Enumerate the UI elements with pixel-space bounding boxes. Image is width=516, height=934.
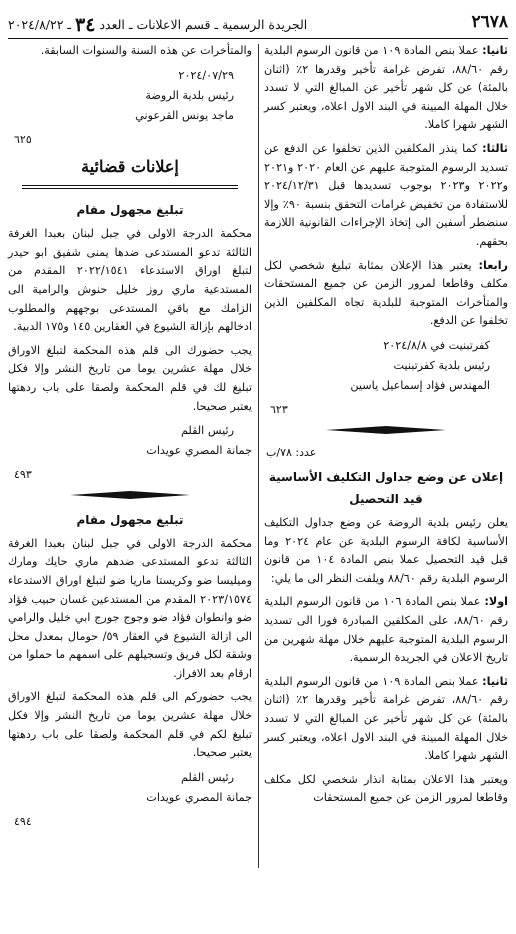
notice-title-1: تبليغ مجهول مقام <box>76 203 184 218</box>
notice-body-1: محكمة الدرجة الاولى في جبل لبنان بعبدا الغرفة الثالثة تدعو المستدعى ضدها يمنى شفيق ابو حيدر لتبلغ اوراق الاستدعاء ٢٠٢٢/١٥٤١ المقدم من المستدعية ماري روز خليل حنوش والرامية الى الزامك مع باقي المستدعى بوجههم والمطلوب ادخالهم بإزالة الشيوع في العقارين ١٤٥ و١٧٥ الدبية. <box>8 227 252 334</box>
signature-date: كفرتبنيت في ٢٠٢٤/٨/٨ <box>383 338 490 352</box>
notice-number: ٤٩٣ <box>14 468 32 482</box>
signature-date: ٢٠٢٤/٠٧/٢٩ <box>178 68 234 82</box>
clause-3b: ويعتبر هذا الاعلان بمثابة انذار شخصي لكل مكلف وقاطعا لمرور الزمن عن جميع المستحقات <box>264 772 508 805</box>
gazette-name: الجريدة الرسمية ـ قسم الاعلانات ـ العدد <box>99 17 308 32</box>
signature-title: رئيس القلم <box>180 770 234 784</box>
notice-title-2: تبليغ مجهول مقام <box>76 512 184 527</box>
page-number: ٢٦٧٨ <box>471 12 508 32</box>
clause-2b: ثانيا: عملا بنص المادة ١٠٩ من قانون الرسوم البلدية رقم ٨٨/٦٠، تفرض غرامة تأخير وقدرها ٢٪ (اثنان بالمئة) عن كل شهر تأخير عن المبالغ التي لا تسدد خلال المهلة المبينة في البند الاول اعلاه، ويعتبر كسر الشهر شهرا كاملا. <box>264 674 508 763</box>
notice-title: إعلان عن وضع جداول التكليف الأساسية قيد التحصيل <box>268 470 504 507</box>
column-divider <box>258 44 259 868</box>
signature-block-3 <box>8 421 252 461</box>
right-column <box>264 42 508 934</box>
separator-ornament <box>8 491 252 499</box>
double-rule <box>22 185 238 189</box>
notice-number: ٦٢٥ <box>14 132 32 146</box>
notice-body-1b: يجب حضورك الى قلم هذه المحكمة لتبلغ الاوراق خلال مهلة عشرين يوما من تاريخ النشر وإلا فكل تبليغ لك في قلم المحكمة ولصقا على باب ردهتها يعتبر صحيحا. <box>8 343 252 413</box>
continuation-text: والمتأخرات عن هذه السنة والسنوات السابقة. <box>40 44 252 57</box>
separator-ornament <box>264 426 508 434</box>
notice-body-2: محكمة الدرجة الاولى في جبل لبنان بعبدا الغرفة الثالثة تدعو المستدعى ضدهم ماري حايك ومارك وميليسا ضو وكريستا ماريا ضو لتبلغ اوراق الاستدعاء ٢٠٢٣/١٥٧٤ المقدم من المستدعين غسان حبيب فؤاد ضو وانطوان فؤاد ضو وجوج جورج ابي خليل والرامي الى ازالة الشيوع في العقار ٥٩/ حومال بمعدل محل وشقة لكل فريق وتسجيلهم على اسمهم ما حملوا من ارقام بعد الافراز. <box>8 536 252 680</box>
signature-name: جمانة المصري عويدات <box>146 790 252 804</box>
signature-block <box>264 336 508 396</box>
clause-4: رابعا: يعتبر هذا الإعلان بمثابة تبليغ شخصي لكل مكلف وقاطعا لمرور الزمن عن جميع المستحقات والمتأخرات المتوجبة للبلدية تجاه المكلفين الذين تخلفوا عن الدفع. <box>264 258 508 328</box>
signature-name: ماجد يونس القرعوني <box>135 108 234 122</box>
section-heading: إعلانات قضائية <box>81 157 179 177</box>
document-number: عدد: ٧٨/ب <box>266 445 317 459</box>
issue-date: ـ ٢٠٢٤/٨/٢٢ <box>8 17 72 32</box>
signature-block-4 <box>8 768 252 808</box>
clause-1b: اولا: عملا بنص المادة ١٠٦ من قانون الرسوم البلدية رقم ٨٨/٦٠، على المكلفين المبادرة فورا الى تسديد الرسوم البلدية المتوجبة عليهم خلال مهلة شهرين من تاريخ الاعلان في الجريدة الرسمية. <box>264 595 508 665</box>
notice-body-2b: يجب حضوركم الى قلم هذه المحكمة لتبلغ الاوراق خلال مهلة عشرين يوما من تاريخ النشر وإلا فكل تبليغ لكم في قلم المحكمة ولصقا على باب ردهتها يعتبر صحيحا. <box>8 690 252 760</box>
signature-name: المهندس فؤاد إسماعيل ياسين <box>350 378 490 392</box>
notice-intro: يعلن رئيس بلدية الروضة عن وضع جداول التكليف الأساسية لكافة الرسوم البلدية عن عام ٢٠٢٤ وما قبل قيد التحصيل عملا بنص المادة ١٠٤ من قانون الرسوم البلدية رقم ٨٨/٦٠ ويلفت النظر الى ما يلي: <box>264 516 508 585</box>
signature-title: رئيس بلدية الروضة <box>145 88 234 102</box>
signature-title: رئيس بلدية كفرتبنيت <box>393 358 490 372</box>
signature-block-2 <box>8 66 252 126</box>
issue-number: ٣٤ <box>75 14 96 36</box>
signature-name: جمانة المصري عويدات <box>146 444 252 458</box>
gazette-title <box>8 14 307 36</box>
notice-number: ٤٩٤ <box>14 814 32 828</box>
notice-number: ٦٢٣ <box>270 402 288 416</box>
clause-2: ثانيا: عملا بنص المادة ١٠٩ من قانون الرسوم البلدية رقم ٨٨/٦٠، تفرض غرامة تأخير وقدرها ٢٪ (اثنان بالمئة) عن كل شهر تأخير عن المبالغ التي لا تسدد خلال المهلة المبينة في البند الاول اعلاه، ويعتبر كسر الشهر شهرا كاملا. <box>264 44 508 132</box>
signature-title: رئيس القلم <box>180 424 234 438</box>
page-header <box>8 8 508 39</box>
clause-3: ثالثا: كما ينذر المكلفين الذين تخلفوا عن الدفع عن تسديد الرسوم المتوجبة عليهم عن العام ٢٠٢٠ و٢٠٢١ و٢٠٢٢ و٢٠٢٣ بوجوب تسديدها قبل ٢٠٢٤/١٢/٣١ للاستفادة من تخفيض غرامات التحقق بنسبة ٩٠٪ وإلا سنضطر أسفين الى إتخاذ الإجراءات القانونية اللازمة بحقهم. <box>264 141 508 248</box>
left-column <box>8 42 252 934</box>
